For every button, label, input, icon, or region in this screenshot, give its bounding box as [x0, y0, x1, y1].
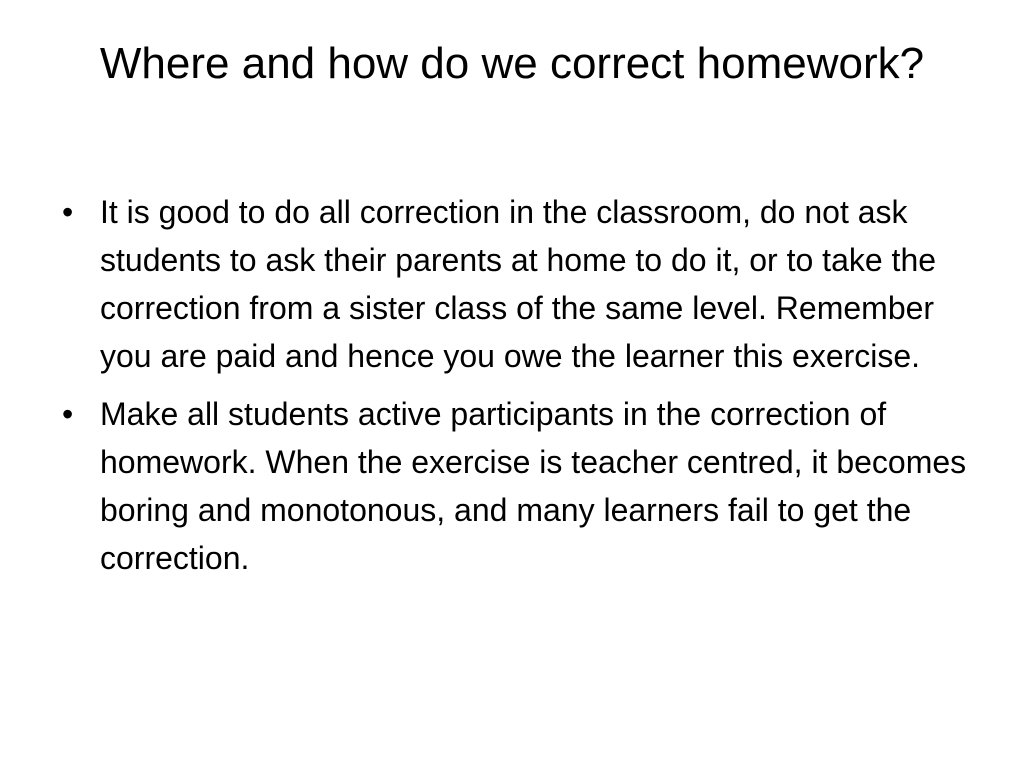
bullet-marker: •: [62, 194, 74, 230]
bullet-text: Make all students active participants in the correction of homework. When the exercise is teacher centred, it becomes boring and monotonous, and many learners fail to get the correction.: [100, 396, 967, 576]
bullet-list: [60, 188, 970, 592]
bullet-text: It is good to do all correction in the classroom, do not ask students to ask their parents at home to do it, or to take the correction from a sister class of the same level. Remember you are paid and hence you owe the learner this exercise.: [100, 194, 937, 374]
bullet-item: [60, 390, 970, 582]
slide-title: Where and how do we correct homework?: [99, 39, 925, 88]
bullet-marker: •: [62, 396, 74, 432]
bullet-item: [60, 188, 970, 380]
